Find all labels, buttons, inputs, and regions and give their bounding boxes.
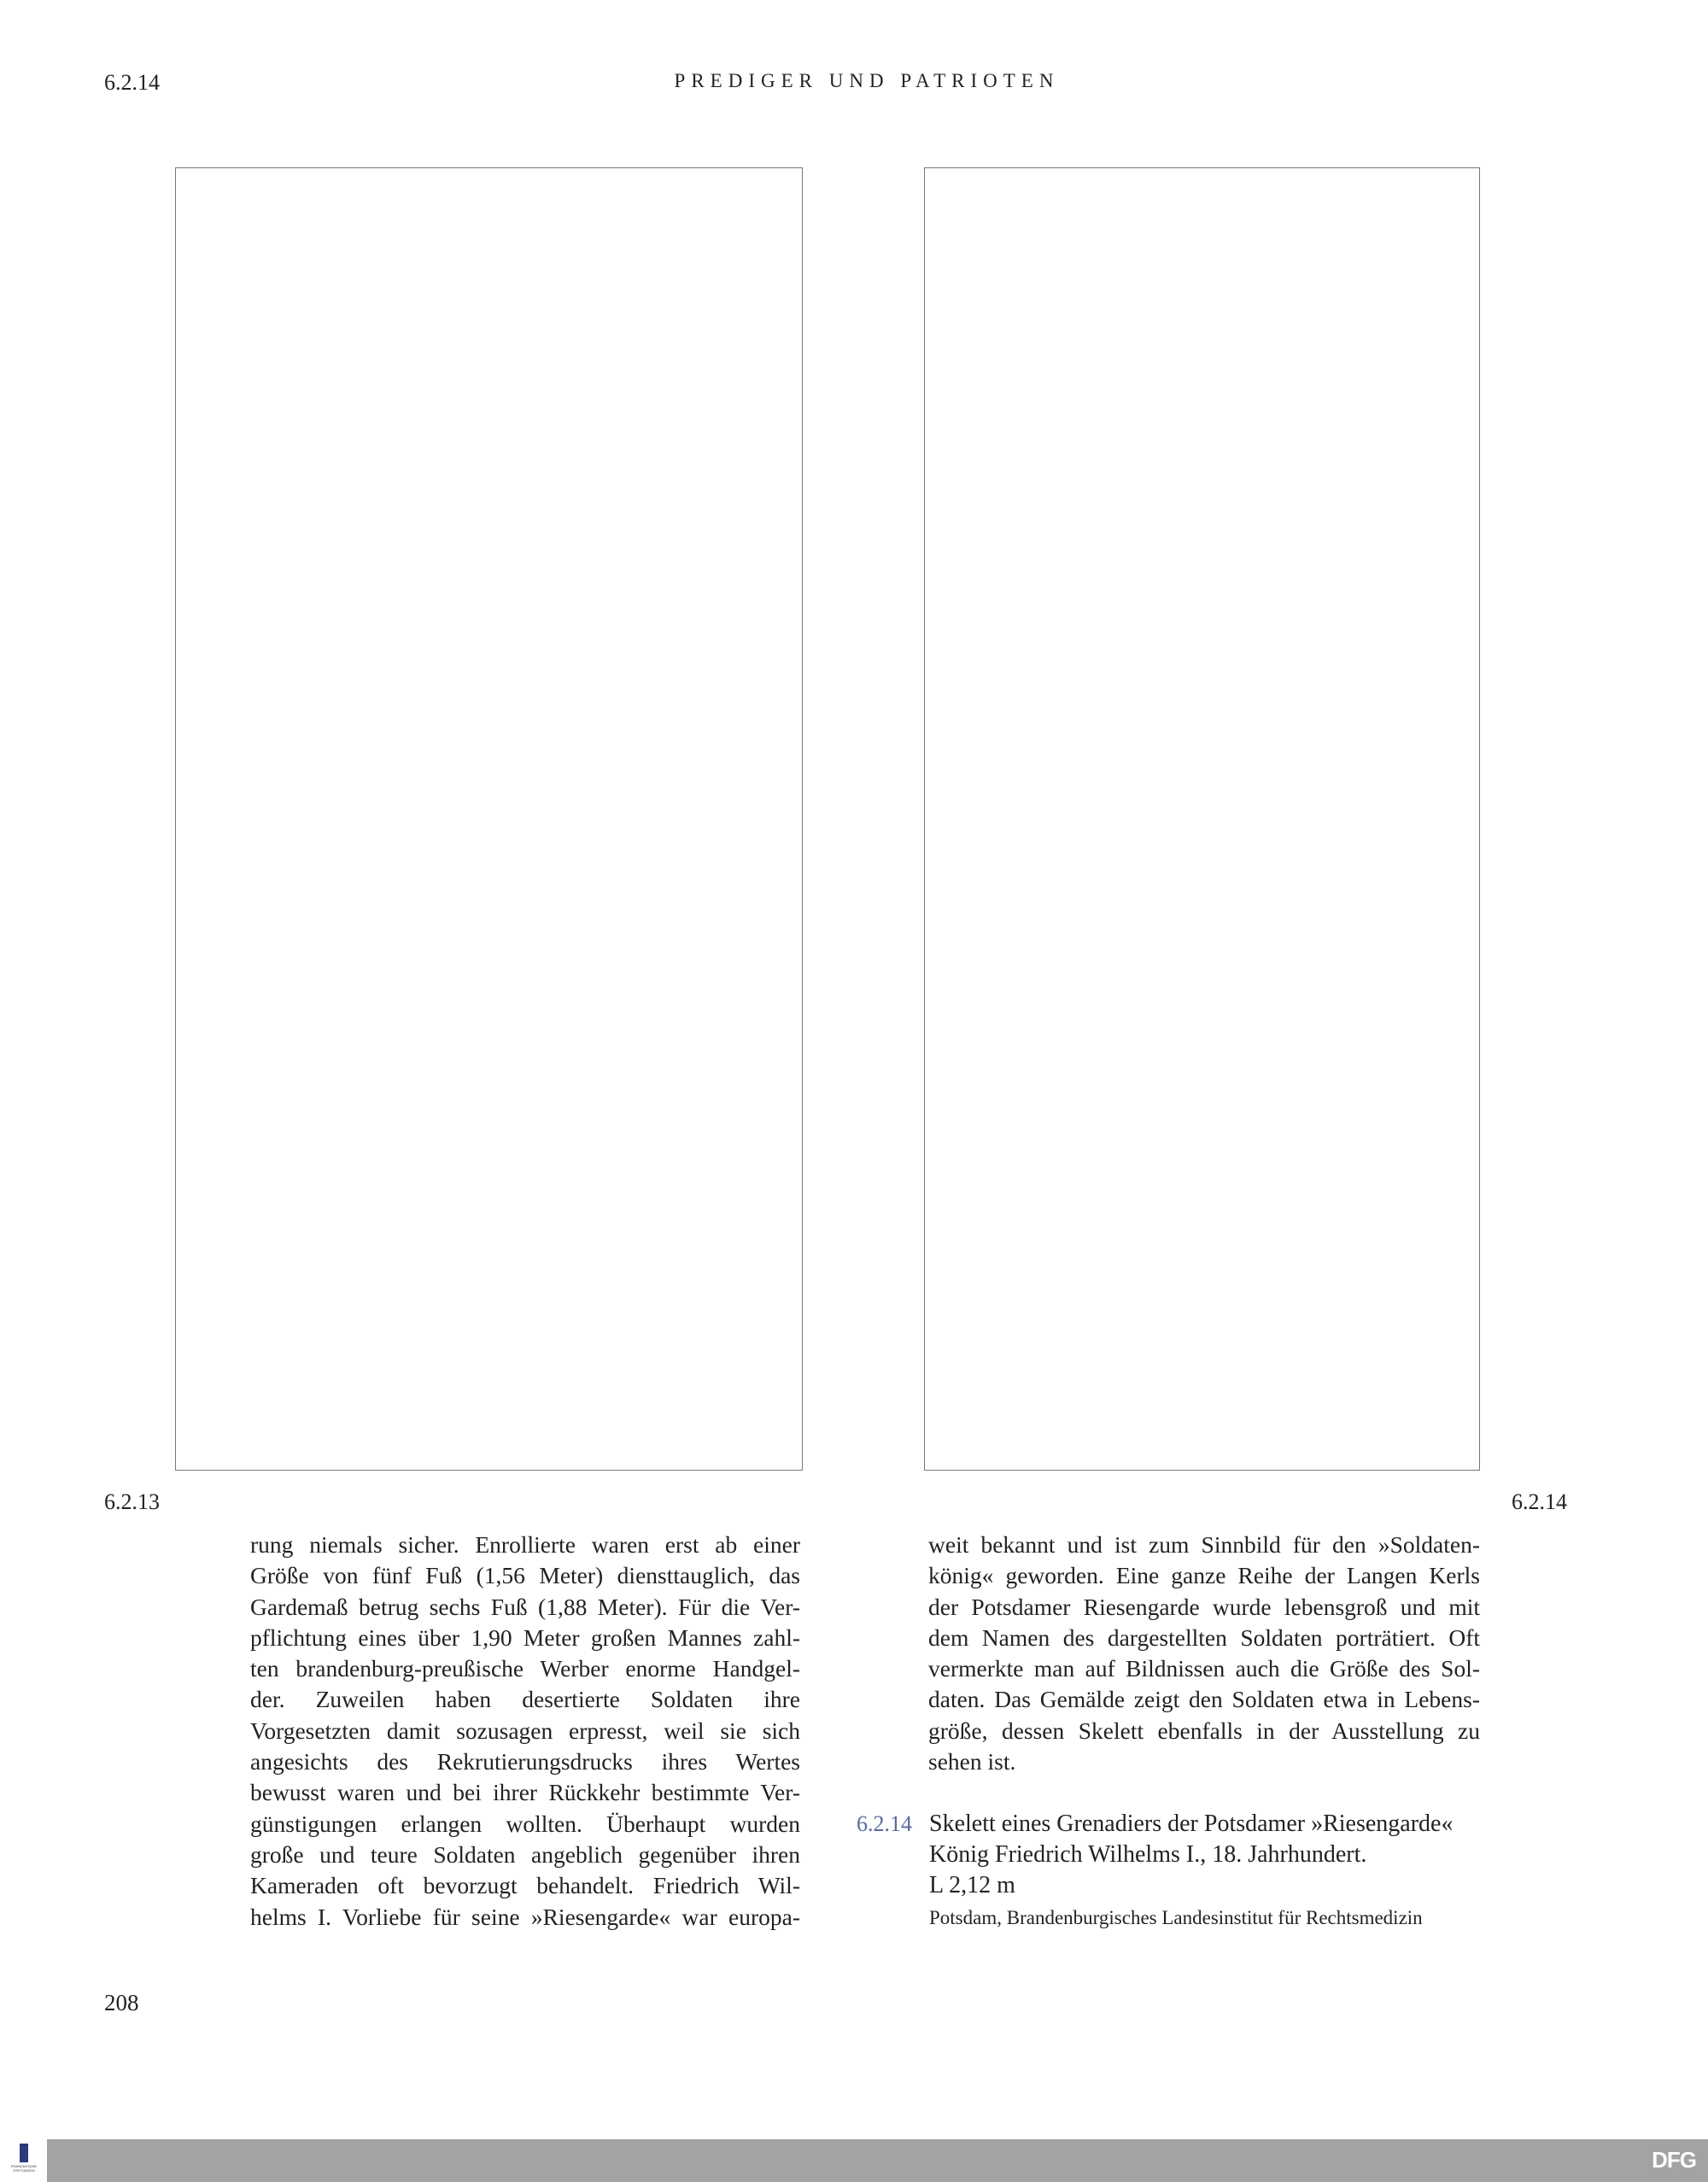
text-line: Gardemaß betrug sechs Fuß (1,88 Meter). Für die Ver-	[250, 1593, 800, 1620]
caption-location: Potsdam, Brandenburgisches Landesinstitut für Rechtsmedizin	[929, 1907, 1423, 1928]
caption-line: König Friedrich Wilhelms I., 18. Jahrhundert.	[929, 1841, 1367, 1868]
logo-text: FRANCKESCHE STIFTUNGEN	[10, 2164, 38, 2173]
text-line: pflichtung eines über 1,90 Meter großen Mannes zahl-	[250, 1623, 800, 1651]
text-line: große und teure Soldaten angeblich gegenüber ihren	[250, 1840, 800, 1868]
text-line: ten brandenburg-preußische Werber enorme Handgel-	[250, 1655, 800, 1682]
dfg-logo: DFG	[1652, 2147, 1696, 2173]
header-section-number: 6.2.14	[104, 70, 160, 95]
text-line: weit bekannt und ist zum Sinnbild für den »Soldaten-	[928, 1531, 1480, 1558]
figure-frame-right	[924, 167, 1480, 1471]
figure-frame-left	[175, 167, 803, 1471]
text-line: Kameraden oft bevorzugt behandelt. Friedrich Wil-	[250, 1872, 800, 1899]
text-line: bewusst waren und bei ihrer Rückkehr bestimmte Ver-	[250, 1779, 800, 1806]
text-line: sehen ist.	[928, 1748, 1016, 1775]
running-title: PREDIGER UND PATRIOTEN	[674, 70, 1060, 91]
statue-icon	[20, 2144, 28, 2162]
text-line: Vorgesetzten damit sozusagen erpresst, weil sie sich	[250, 1717, 800, 1744]
text-line: vermerkte man auf Bildnissen auch die Größe des Sol-	[928, 1655, 1480, 1682]
foundation-logo	[3, 2144, 44, 2182]
text-line: rung niemals sicher. Enrollierte waren erst ab einer	[250, 1531, 800, 1558]
text-line: günstigungen erlangen wollten. Überhaupt wurden	[250, 1810, 800, 1837]
page-number: 208	[104, 1990, 139, 2015]
text-line: größe, dessen Skelett ebenfalls in der Ausstellung zu	[928, 1717, 1480, 1744]
figure-label-right: 6.2.14	[1512, 1489, 1567, 1514]
text-line: der. Zuweilen haben desertierte Soldaten ihre	[250, 1686, 800, 1713]
text-line: könig« geworden. Eine ganze Reihe der Langen Kerls	[928, 1562, 1480, 1589]
figure-label-left: 6.2.13	[104, 1489, 160, 1514]
body-text-right	[928, 1530, 1480, 1777]
text-line: helms I. Vorliebe für seine »Riesengarde« war europa-	[250, 1903, 800, 1930]
text-line: daten. Das Gemälde zeigt den Soldaten etwa in Lebens-	[928, 1686, 1480, 1713]
text-line: Größe von fünf Fuß (1,56 Meter) diensttauglich, das	[250, 1562, 800, 1589]
caption-line: L 2,12 m	[929, 1872, 1015, 1898]
caption-number: 6.2.14	[857, 1811, 912, 1836]
footer-bar	[47, 2139, 1708, 2182]
text-line: der Potsdamer Riesengarde wurde lebensgroß und mit	[928, 1593, 1480, 1620]
body-text-left	[250, 1530, 800, 1933]
caption-line: Skelett eines Grenadiers der Potsdamer »Riesengarde«	[929, 1811, 1454, 1837]
text-line: dem Namen des dargestellten Soldaten porträtiert. Oft	[928, 1623, 1480, 1651]
text-line: angesichts des Rekrutierungsdrucks ihres Wertes	[250, 1748, 800, 1775]
